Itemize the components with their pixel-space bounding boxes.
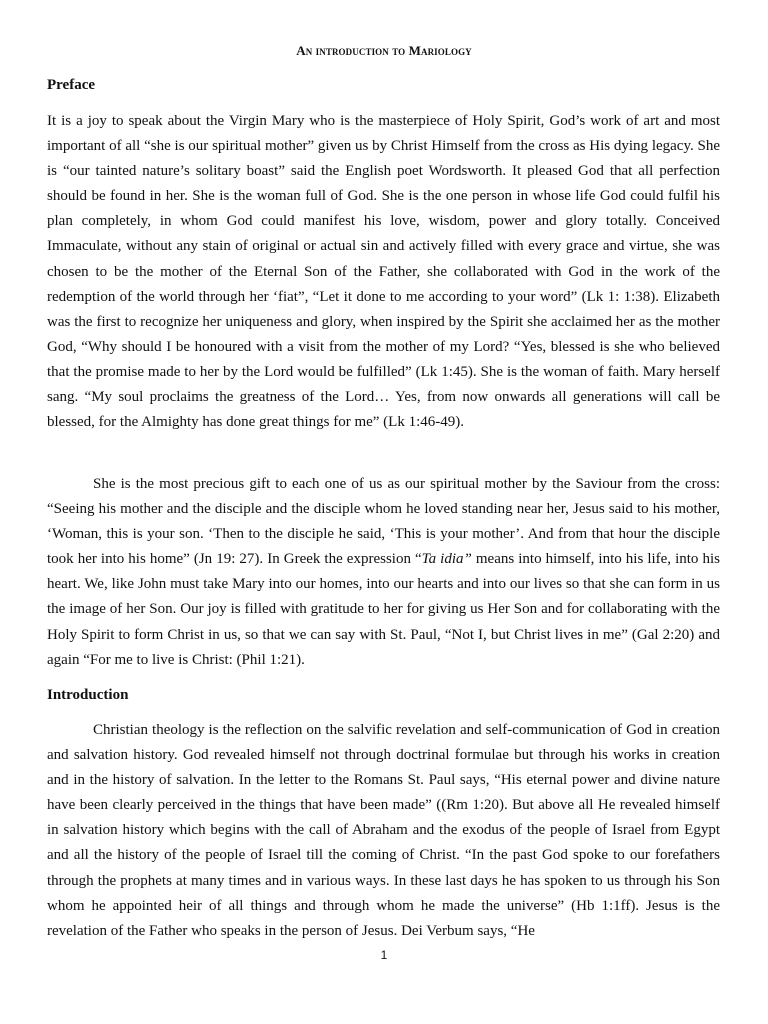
introduction-heading: Introduction: [47, 687, 129, 703]
greek-expression: Ta idia”: [421, 551, 472, 568]
paragraph-2-text-end: means into himself, into his life, into his heart. We, like John must take Mary into our homes, into our hearts and into our lives so that she can form in us the image of her Son. Our joy is filled with gratitude to her for giving us Her Son and for collaborating with the Holy Spirit to form Christ in us, so that we can say with St. Paul, “Not I, but Christ lives in me” (Gal 2:20) and again “For me to live is Christ: (Phil 1:21).: [47, 551, 720, 668]
preface-paragraph-1: It is a joy to speak about the Virgin Mary who is the masterpiece of Holy Spirit, God’s work of art and most important of all “she is our spiritual mother” given us by Christ Himself from the cross as His dying legacy. She is “our tainted nature’s solitary boast” said the English poet Wordsworth. It pleased God that all perfection should be found in her. She is the woman full of God. She is the one person in whose life God could fulfil his plan completely, in whom God could manifest his love, wisdom, power and glory totally. Conceived Immaculate, without any stain of original or actual sin and actively filled with every grace and virtue, she was chosen to be the mother of the Eternal Son of the Father, she collaborated with God in the work of the redemption of the world through her ‘fiat”, “Let it done to me according to your word” (Lk 1: 1:38). Elizabeth was the first to recognize her uniqueness and glory, when inspired by the Spirit she acclaimed her as the mother God, “Why should I be honoured with a visit from the mother of my Lord? “Yes, blessed is she who believed that the promise made to her by the Lord would be fulfilled” (Lk 1:45). She is the woman of faith. Mary herself sang. “My soul proclaims the greatness of the Lord… Yes, from now onwards all generations will call be blessed, for the Almighty has done great things for me” (Lk 1:46-49).: [47, 113, 720, 431]
preface-heading: Preface: [47, 77, 96, 93]
preface-paragraph-2: [47, 472, 720, 673]
page-number: 1: [380, 948, 388, 962]
introduction-paragraph-1: Christian theology is the reflection on the salvific revelation and self-communication of God in creation and salvation history. God revealed himself not through doctrinal formulae but through his works in creation and in the history of salvation. In the letter to the Romans St. Paul says, “His eternal power and divine nature have been clearly perceived in the things that have been made” ((Rm 1:20). But above all He revealed himself in salvation history which begins with the call of Abraham and the exodus of the people of Israel from Egypt and all the history of the people of Israel till the coming of Christ. “In the past God spoke to our forefathers through the prophets at many times and in various ways. In these last days he has spoken to us through his Son whom he appointed heir of all things and through whom he made the universe” (Hb 1:1ff). Jesus is the revelation of the Father who speaks in the person of Jesus. Dei Verbum says, “He: [47, 722, 720, 939]
paragraph-2-text-start: She is the most precious gift to each one of us as our spiritual mother by the Saviour from the cross: “Seeing his mother and the disciple and the disciple whom he loved standing near her, Jesus said to his mother, ‘Woman, this is your son. ‘Then to the disciple he said, ‘This is your mother’. And from that hour the disciple took her into his home” (Jn 19: 27). In Greek the expression “: [47, 476, 720, 568]
document-title: An introduction to Mariology: [296, 43, 472, 58]
